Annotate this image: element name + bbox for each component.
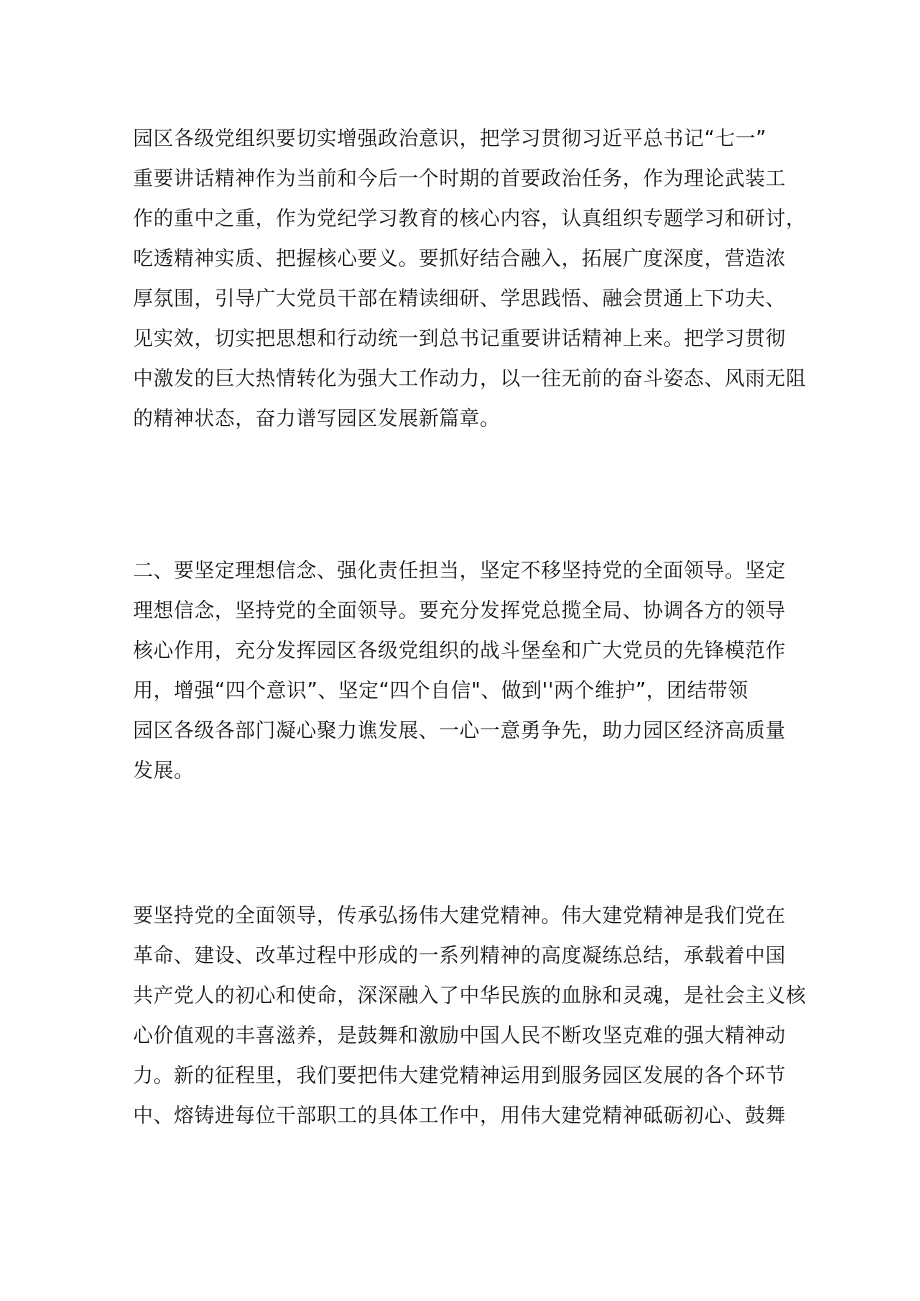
- paragraph-party-spirit: [133, 895, 807, 1135]
- text-line: 发展。: [133, 758, 195, 782]
- text-line: 厚氛围，引导广大党员干部在精读细研、学思践悟、融会贯通上下功夫、: [133, 286, 786, 310]
- text-line: 见实效，切实把思想和行动统一到总书记重要讲话精神上来。把学习贯彻: [133, 326, 786, 350]
- paragraph-political-awareness: [133, 118, 807, 438]
- text-line: 革命、建设、改革过程中形成的一系列精神的高度凝练总结，承载着中国: [133, 943, 786, 967]
- text-line: 核心作用，充分发挥园区各级党组织的战斗堡垒和广大党员的先锋模范作: [133, 638, 786, 662]
- text-line: 的精神状态，奋力谱写园区发展新篇章。: [133, 406, 501, 430]
- text-line: 二、要坚定理想信念、强化责任担当，坚定不移坚持党的全面领导。坚定: [133, 558, 786, 582]
- text-line: 心价值观的丰喜滋养，是鼓舞和激励中国人民不断攻坚克难的强大精神动: [133, 1023, 786, 1047]
- text-line: 共产党人的初心和使命，深深融入了中华民族的血脉和灵魂，是社会主义核: [133, 983, 807, 1007]
- text-line: 园区各级党组织要切实增强政治意识，把学习贯彻习近平总书记“七一”: [133, 126, 767, 150]
- text-line: 中激发的巨大热情转化为强大工作动力，以一往无前的奋斗姿态、风雨无阻: [133, 366, 807, 390]
- text-line: 重要讲话精神作为当前和今后一个时期的首要政治任务，作为理论武装工: [133, 166, 786, 190]
- paragraph-ideals-and-beliefs: [133, 550, 793, 790]
- text-line: 吃透精神实质、把握核心要义。要抓好结合融入，拓展广度深度，营造浓: [133, 246, 786, 270]
- text-line: 园区各级各部门凝心聚力谯发展、一心一意勇争先，助力园区经济高质量: [133, 718, 786, 742]
- text-line: 中、熔铸进每位干部职工的具体工作中，用伟大建党精神砥砺初心、鼓舞: [133, 1103, 786, 1127]
- text-line: 作的重中之重，作为党纪学习教育的核心内容，认真组织专题学习和研讨，: [133, 206, 807, 230]
- text-line: 用，增强“四个意识”、坚定“四个自信"、做到''两个维护”，团结带领: [133, 678, 749, 702]
- text-line: 力。新的征程里，我们要把伟大建党精神运用到服务园区发展的各个环节: [133, 1063, 786, 1087]
- text-line: 要坚持党的全面领导，传承弘扬伟大建党精神。伟大建党精神是我们党在: [133, 903, 786, 927]
- text-line: 理想信念，坚持党的全面领导。要充分发挥党总揽全局、协调各方的领导: [133, 598, 786, 622]
